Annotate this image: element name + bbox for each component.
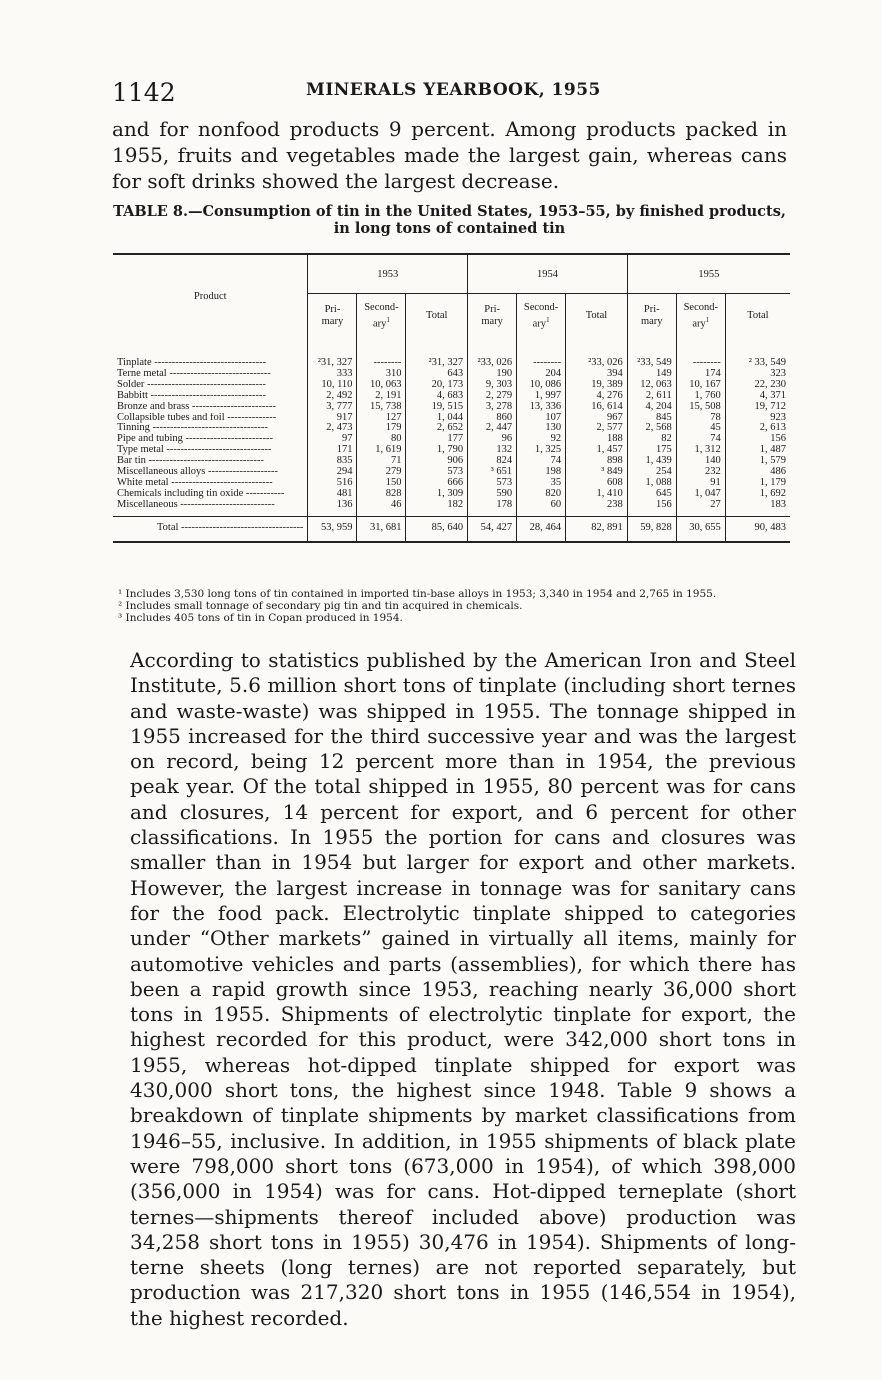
table-cell: 19, 389 (566, 380, 628, 391)
total-row (113, 516, 790, 542)
table-cell: 294 (308, 467, 357, 478)
table-cell: 204 (517, 369, 566, 380)
footnote-3: ³ Includes 405 tons of tin in Copan produced in 1954. (118, 612, 403, 624)
table-cell: 156 (627, 500, 676, 516)
table-cell: 323 (725, 369, 790, 380)
row-label: Pipe and tubing ------------------------- (117, 434, 273, 445)
table-cell: 923 (725, 413, 790, 424)
page-number: 1142 (112, 78, 176, 107)
footnote-1: ¹ Includes 3,530 long tons of tin contained in imported tin-base alloys in 1953; 3,340 in 1954 and 2,765 in 1955. (118, 588, 717, 600)
table-cell: 1, 047 (676, 489, 725, 500)
table-cell: 481 (308, 489, 357, 500)
table-cell: 183 (725, 500, 790, 516)
table-cell: 92 (517, 434, 566, 445)
table-cell: 10, 086 (517, 380, 566, 391)
table-cell: 9, 303 (468, 380, 517, 391)
table-cell: 860 (468, 413, 517, 424)
table-cell: 1, 487 (725, 445, 790, 456)
table-cell: 1, 309 (406, 489, 468, 500)
total-cell: 28, 464 (517, 516, 566, 542)
row-label: Tinplate -------------------------------- (117, 357, 267, 368)
row-label: Bar tin --------------------------------- (117, 456, 264, 467)
table-cell: 4, 683 (406, 391, 468, 402)
table-cell: 10, 167 (676, 380, 725, 391)
table-cell: 394 (566, 369, 628, 380)
total-cell: 90, 483 (725, 516, 790, 542)
row-label: Solder ---------------------------------- (117, 379, 266, 390)
table-cell: 820 (517, 489, 566, 500)
total-cell: 82, 891 (566, 516, 628, 542)
table-cell: 1, 997 (517, 391, 566, 402)
table-cell: 20, 173 (406, 380, 468, 391)
table-cell: 15, 508 (676, 402, 725, 413)
table-cell: 74 (676, 434, 725, 445)
table-cell: 82 (627, 434, 676, 445)
table-row (113, 500, 790, 516)
table-cell: 10, 063 (357, 380, 406, 391)
table-cell: 1, 088 (627, 478, 676, 489)
table-cell: ²33, 549 (627, 338, 676, 369)
table-cell: 46 (357, 500, 406, 516)
table-cell: 917 (308, 413, 357, 424)
subheader-secondary: Second- ary$^1$ (676, 294, 725, 339)
subheader-secondary: Second- ary$^1$ (517, 294, 566, 339)
table-cell: 149 (627, 369, 676, 380)
table-cell: ²31, 327 (308, 338, 357, 369)
table-cell: 4, 276 (566, 391, 628, 402)
table-cell: 4, 204 (627, 402, 676, 413)
table-cell: 643 (406, 369, 468, 380)
table-row (113, 338, 790, 369)
table-cell: 2, 652 (406, 423, 468, 434)
total-label: Total ----------------------------------- (113, 516, 308, 542)
table-row (113, 402, 790, 413)
table-cell: 45 (676, 423, 725, 434)
table-cell: 2, 473 (308, 423, 357, 434)
table-cell: 171 (308, 445, 357, 456)
table-cell: 898 (566, 456, 628, 467)
table-cell: 1, 619 (357, 445, 406, 456)
subheader-total: Total (566, 294, 628, 339)
table-cell: 96 (468, 434, 517, 445)
consumption-table (113, 253, 790, 543)
row-label: Miscellaneous --------------------------- (117, 499, 275, 510)
table-cell: ²33, 026 (566, 338, 628, 369)
table-cell: 1, 179 (725, 478, 790, 489)
table-cell: 19, 712 (725, 402, 790, 413)
table-cell: 967 (566, 413, 628, 424)
table-cell: ²33, 026 (468, 338, 517, 369)
table-cell: -------- (517, 338, 566, 369)
table-cell: 107 (517, 413, 566, 424)
table-cell: 19, 515 (406, 402, 468, 413)
table-cell: 1, 325 (517, 445, 566, 456)
total-cell: 85, 640 (406, 516, 468, 542)
footnote-2: ² Includes small tonnage of secondary pig tin and tin acquired in chemicals. (118, 600, 523, 612)
row-label: Collapsible tubes and foil -------------- (117, 412, 277, 423)
table-cell: 835 (308, 456, 357, 467)
table-cell: ³ 651 (468, 467, 517, 478)
table-cell: 4, 371 (725, 391, 790, 402)
table-cell: 279 (357, 467, 406, 478)
row-label: Miscellaneous alloys -------------------- (117, 467, 278, 478)
subheader-primary: Pri- mary (468, 294, 517, 339)
table-cell: 2, 613 (725, 423, 790, 434)
table-cell: 80 (357, 434, 406, 445)
table-cell: 188 (566, 434, 628, 445)
table-cell: 645 (627, 489, 676, 500)
table-row (113, 391, 790, 402)
table-cell: 2, 279 (468, 391, 517, 402)
footnote-ref: 1 (546, 315, 550, 324)
table-caption-line1: TABLE 8.—Consumption of tin in the United States, 1953–55, by finished products, (113, 203, 786, 220)
table-cell: 1, 760 (676, 391, 725, 402)
table-cell: 666 (406, 478, 468, 489)
table-cell: 10, 110 (308, 380, 357, 391)
table-cell: 190 (468, 369, 517, 380)
table-cell: 140 (676, 456, 725, 467)
table-cell: 824 (468, 456, 517, 467)
table-cell: 232 (676, 467, 725, 478)
table-cell: 175 (627, 445, 676, 456)
year-header-1953: 1953 (308, 254, 468, 294)
table-cell: ²31, 327 (406, 338, 468, 369)
table-cell: 906 (406, 456, 468, 467)
subheader-total: Total (725, 294, 790, 339)
table-cell: 486 (725, 467, 790, 478)
table-cell: 608 (566, 478, 628, 489)
table-cell: 178 (468, 500, 517, 516)
table-cell: 91 (676, 478, 725, 489)
table-cell: 182 (406, 500, 468, 516)
subheader-primary: Pri- mary (627, 294, 676, 339)
subheader-total: Total (406, 294, 468, 339)
table-caption (113, 203, 786, 237)
subheader-primary: Pri- mary (308, 294, 357, 339)
row-label: Terne metal ----------------------------- (117, 368, 271, 379)
table-cell: 2, 191 (357, 391, 406, 402)
table-cell: 136 (308, 500, 357, 516)
intro-paragraph: and for nonfood products 9 percent. Among products packed in 1955, fruits and vegetables made the largest gain, whereas cans for soft drinks showed the largest decrease. (112, 117, 787, 193)
table-cell: 828 (357, 489, 406, 500)
table-cell: 12, 063 (627, 380, 676, 391)
table-cell: 16, 614 (566, 402, 628, 413)
table-cell: 1, 044 (406, 413, 468, 424)
row-label: Chemicals including tin oxide ----------- (117, 488, 285, 499)
table-body (113, 338, 790, 542)
table-cell: 15, 738 (357, 402, 406, 413)
table-cell: -------- (357, 338, 406, 369)
table-cell: 1, 579 (725, 456, 790, 467)
table-cell: 127 (357, 413, 406, 424)
row-label: Bronze and brass ------------------------ (117, 401, 276, 412)
table-cell: 333 (308, 369, 357, 380)
table-cell: 845 (627, 413, 676, 424)
table-cell: -------- (676, 338, 725, 369)
year-header-1955: 1955 (627, 254, 790, 294)
total-cell: 54, 427 (468, 516, 517, 542)
table-cell: 97 (308, 434, 357, 445)
table-cell: 156 (725, 434, 790, 445)
footnote-ref: 1 (386, 315, 390, 324)
body-paragraph: According to statistics published by the American Iron and Steel Institute, 5.6 million short tons of tinplate (including short ternes and waste-waste) was shipped in 1955. The tonnage shipped in 1955 increased for the third successive year and was the largest on record, being 12 percent more than in 1954, the previous peak year. Of the total shipped in 1955, 80 percent was for cans and closures, 14 percent for export, and 6 percent for other classifications. In 1955 the portion for cans and closures was smaller than in 1954 but larger for export and other markets. However, the largest increase in tonnage was for sanitary cans for the food pack. Electrolytic tinplate shipped to categories under “Other markets” gained in virtually all items, mainly for automotive vehicles and parts (assemblies), for which there has been a rapid growth since 1953, reaching nearly 36,000 short tons in 1955. Shipments of electrolytic tinplate for export, the highest recorded for this product, were 342,000 short tons in 1955, whereas hot-dipped tinplate shipped for export was 430,000 short tons, the highest since 1948. Table 9 shows a breakdown of tinplate shipments by market classifications from 1946–55, inclusive. In addition, in 1955 shipments of black plate were 798,000 short tons (673,000 in 1954), of which 398,000 (356,000 in 1954) was for cans. Hot-dipped terneplate (short ternes—shipments thereof included above) production was 34,258 short tons in 1955) 30,476 in 1954). Shipments of long-terne sheets (long ternes) are not reported separately, but production was 217,320 short tons in 1955 (146,554 in 1954), the highest recorded. (130, 648, 796, 1330)
subheader-secondary: Second- ary$^1$ (357, 294, 406, 339)
table-cell: 74 (517, 456, 566, 467)
table-footnotes (118, 588, 798, 624)
running-title: MINERALS YEARBOOK, 1955 (306, 80, 601, 100)
table-cell: 179 (357, 423, 406, 434)
table-cell: 238 (566, 500, 628, 516)
table-cell: 573 (468, 478, 517, 489)
table-cell: 2, 568 (627, 423, 676, 434)
table-cell: 310 (357, 369, 406, 380)
total-cell: 30, 655 (676, 516, 725, 542)
row-label: White metal ----------------------------- (117, 477, 273, 488)
table-cell: 198 (517, 467, 566, 478)
table-cell: 78 (676, 413, 725, 424)
table-cell: 174 (676, 369, 725, 380)
table-cell: ² 33, 549 (725, 338, 790, 369)
table-cell: 1, 790 (406, 445, 468, 456)
table-cell: 3, 278 (468, 402, 517, 413)
table-cell: 177 (406, 434, 468, 445)
total-cell: 53, 959 (308, 516, 357, 542)
table-cell: 27 (676, 500, 725, 516)
table-cell: 22, 230 (725, 380, 790, 391)
product-column-header: Product (113, 254, 308, 338)
table-cell: 2, 492 (308, 391, 357, 402)
table-cell: 1, 410 (566, 489, 628, 500)
table-cell: 516 (308, 478, 357, 489)
table-cell: 2, 611 (627, 391, 676, 402)
table-cell: 254 (627, 467, 676, 478)
table-cell: 1, 439 (627, 456, 676, 467)
row-label: Type metal ------------------------------ (117, 445, 272, 456)
table-cell: 35 (517, 478, 566, 489)
table-cell: 150 (357, 478, 406, 489)
table-cell: 2, 577 (566, 423, 628, 434)
row-label: Tinning --------------------------------- (117, 423, 268, 434)
table-cell: 1, 457 (566, 445, 628, 456)
table-cell: 60 (517, 500, 566, 516)
table-cell: 590 (468, 489, 517, 500)
table-cell: 1, 692 (725, 489, 790, 500)
table-caption-line2: in long tons of contained tin (333, 220, 566, 237)
table-cell: 573 (406, 467, 468, 478)
table-cell: 2, 447 (468, 423, 517, 434)
table-cell: 132 (468, 445, 517, 456)
table-cell: 13, 336 (517, 402, 566, 413)
footnote-ref: 1 (705, 315, 710, 324)
table-cell: 130 (517, 423, 566, 434)
total-cell: 31, 681 (357, 516, 406, 542)
table-cell: 71 (357, 456, 406, 467)
table-cell: 3, 777 (308, 402, 357, 413)
row-label: Babbitt --------------------------------- (117, 390, 266, 401)
table-cell: ³ 849 (566, 467, 628, 478)
table-cell: 1, 312 (676, 445, 725, 456)
year-header-1954: 1954 (468, 254, 628, 294)
total-cell: 59, 828 (627, 516, 676, 542)
